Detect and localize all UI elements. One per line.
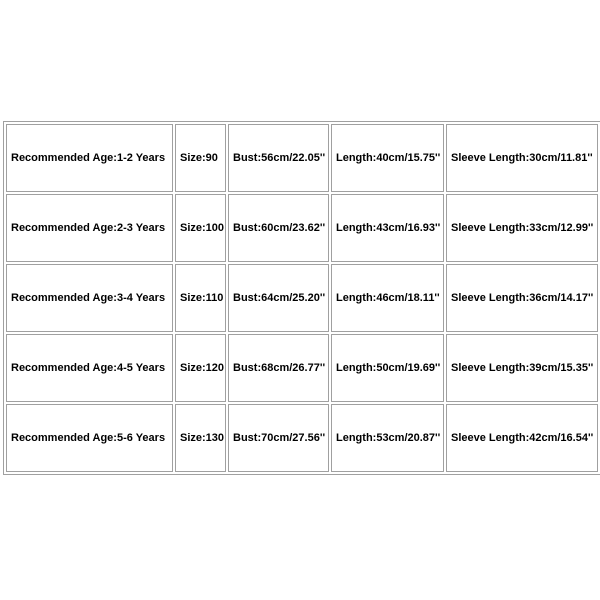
- recommended-age-cell: Recommended Age:5-6 Years: [6, 404, 173, 472]
- table-row: [6, 194, 598, 262]
- bust-cell: Bust:56cm/22.05'': [228, 124, 329, 192]
- recommended-age-cell: Recommended Age:4-5 Years: [6, 334, 173, 402]
- sleeve-length-cell: Sleeve Length:33cm/12.99'': [446, 194, 598, 262]
- table-row: [6, 404, 598, 472]
- length-cell: Length:46cm/18.11'': [331, 264, 444, 332]
- sleeve-length-cell: Sleeve Length:36cm/14.17'': [446, 264, 598, 332]
- table-row: [6, 124, 598, 192]
- recommended-age-cell: Recommended Age:3-4 Years: [6, 264, 173, 332]
- size-cell: Size:120: [175, 334, 226, 402]
- size-cell: Size:90: [175, 124, 226, 192]
- bust-cell: Bust:64cm/25.20'': [228, 264, 329, 332]
- recommended-age-cell: Recommended Age:1-2 Years: [6, 124, 173, 192]
- length-cell: Length:53cm/20.87'': [331, 404, 444, 472]
- bust-cell: Bust:70cm/27.56'': [228, 404, 329, 472]
- length-cell: Length:40cm/15.75'': [331, 124, 444, 192]
- size-chart-table: [3, 121, 600, 475]
- recommended-age-cell: Recommended Age:2-3 Years: [6, 194, 173, 262]
- size-cell: Size:100: [175, 194, 226, 262]
- size-cell: Size:130: [175, 404, 226, 472]
- sleeve-length-cell: Sleeve Length:30cm/11.81'': [446, 124, 598, 192]
- table-row: [6, 334, 598, 402]
- length-cell: Length:50cm/19.69'': [331, 334, 444, 402]
- sleeve-length-cell: Sleeve Length:39cm/15.35'': [446, 334, 598, 402]
- length-cell: Length:43cm/16.93'': [331, 194, 444, 262]
- table-row: [6, 264, 598, 332]
- bust-cell: Bust:60cm/23.62'': [228, 194, 329, 262]
- sleeve-length-cell: Sleeve Length:42cm/16.54'': [446, 404, 598, 472]
- size-cell: Size:110: [175, 264, 226, 332]
- bust-cell: Bust:68cm/26.77'': [228, 334, 329, 402]
